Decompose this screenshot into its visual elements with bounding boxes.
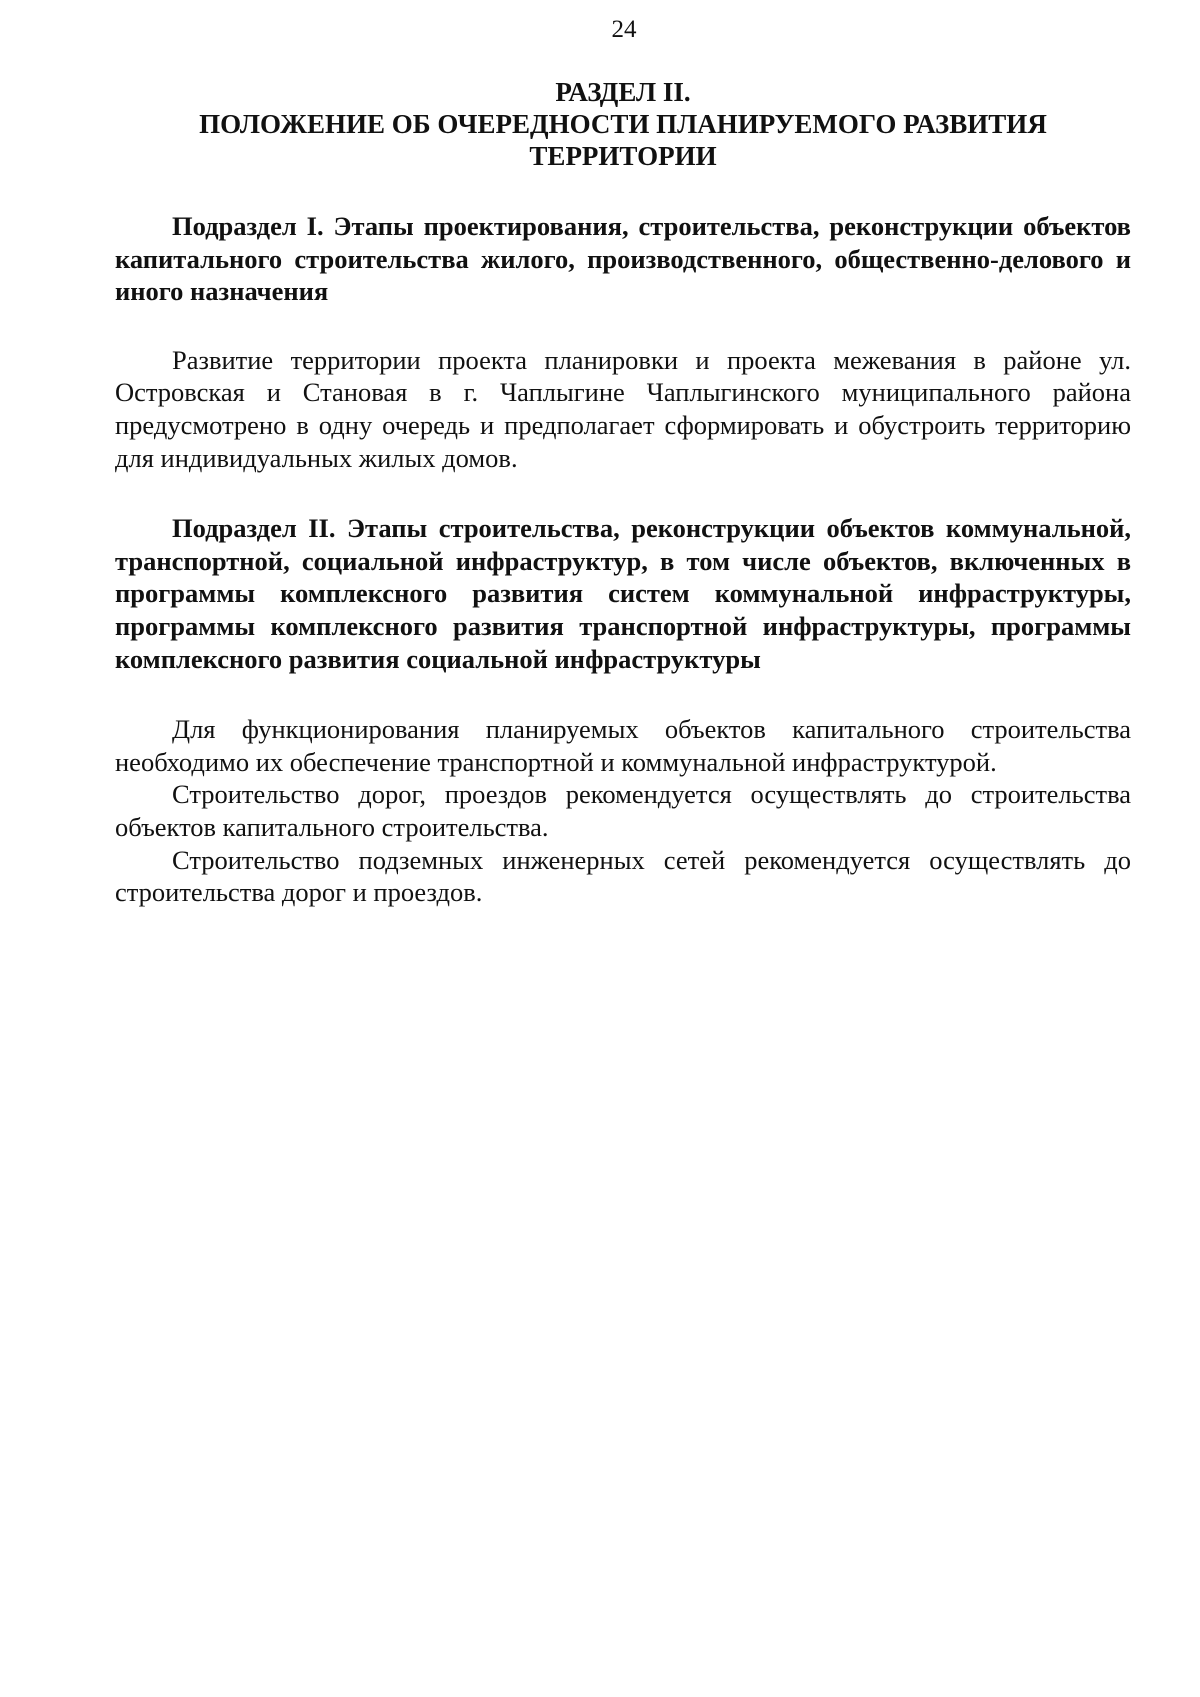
section-title-line-1: РАЗДЕЛ II. (555, 77, 691, 107)
document-content (115, 76, 1131, 909)
subsection-2-paragraph-1: Для функционирования планируемых объектов капитального строительства необходимо их обеспечение транспортной и коммунальной инфраструктурой. (115, 714, 1131, 777)
section-title-line-2: ПОЛОЖЕНИЕ ОБ ОЧЕРЕДНОСТИ ПЛАНИРУЕМОГО РАЗВИТИЯ (199, 109, 1047, 139)
subsection-2-paragraph-2: Строительство дорог, проездов рекомендуется осуществлять до строительства объектов капитального строительства. (115, 779, 1131, 842)
page-number: 24 (611, 16, 637, 43)
subsection-1-body (115, 344, 1131, 474)
subsection-1-heading: Подраздел I. Этапы проектирования, строительства, реконструкции объектов капитального строительства жилого, производственного, общественно-делового и иного назначения (115, 211, 1131, 307)
subsection-2-paragraph-3: Строительство подземных инженерных сетей рекомендуется осуществлять до строительства дорог и проездов. (115, 844, 1131, 908)
subsection-2-body (115, 713, 1131, 909)
subsection-1-paragraph-1: Развитие территории проекта планировки и проекта межевания в районе ул. Островская и Становая в г. Чаплыгине Чаплыгинского муниципального района предусмотрено в одну очередь и предполагает сформировать и обустроить территорию для индивидуальных жилых домов. (115, 344, 1131, 473)
section-title (115, 76, 1131, 172)
subsection-2-heading: Подраздел II. Этапы строительства, реконструкции объектов коммунальной, транспортной, социальной инфраструктур, в том числе объектов, включенных в программы комплексного развития систем коммунальной инфраструктуры, программы комплексного развития транспортной инфраструктуры, программы комплексного развития социальной инфраструктуры (115, 513, 1131, 674)
section-title-line-3: ТЕРРИТОРИИ (529, 141, 717, 171)
